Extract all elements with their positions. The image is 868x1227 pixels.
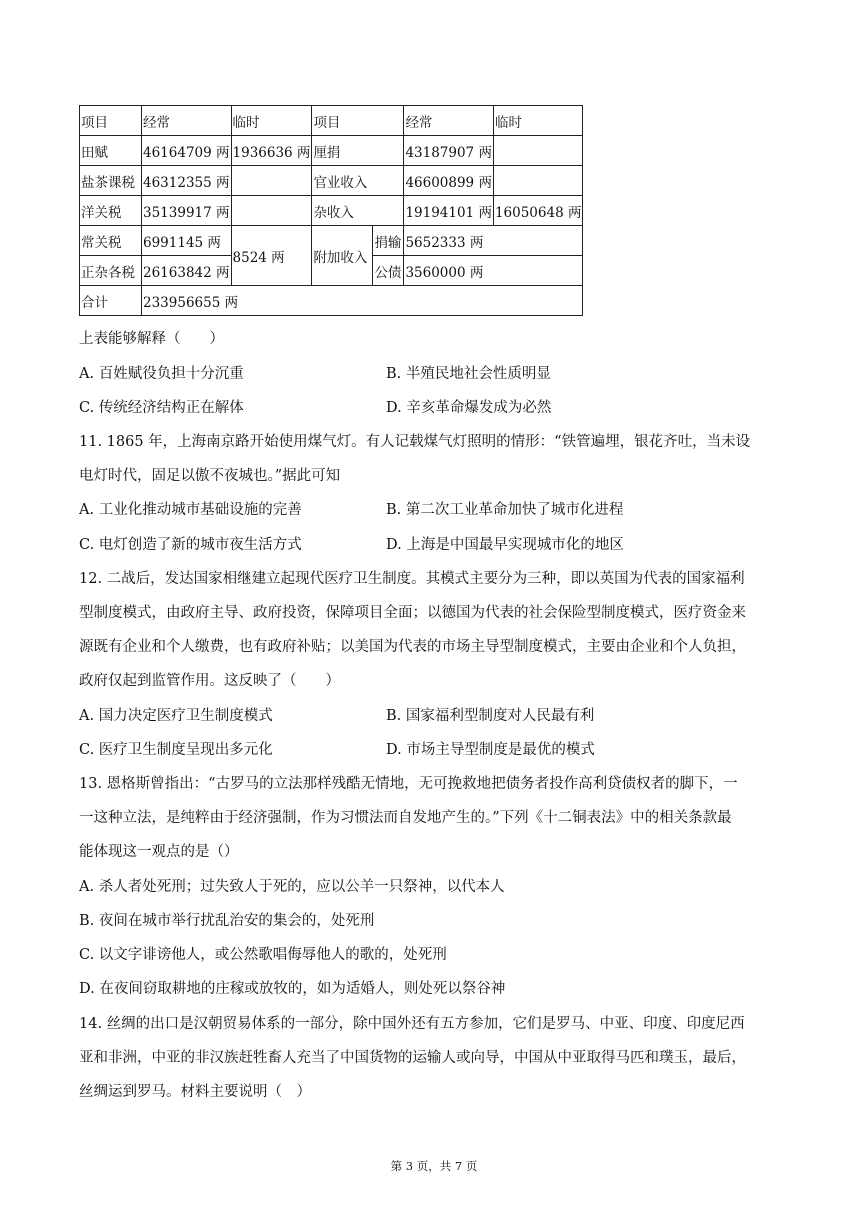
option-a[interactable]: A. 国力决定医疗卫生制度模式: [79, 708, 273, 724]
question-text: 13. 恩格斯曾指出：“古罗马的立法那样残酷无情地，无可挽救地把债务者投作高利贷债权者的脚下，一: [79, 776, 738, 792]
table-cell: 田赋: [80, 136, 142, 166]
question-text: 亚和非洲，中亚的非汉族赶牲畜人充当了中国货物的运输人或向导，中国从中亚取得马匹和璞玉，最后，: [79, 1050, 746, 1066]
table-cell: [231, 166, 312, 196]
option-d[interactable]: D. 在夜间窃取耕地的庄稼或放牧的，如为适婚人，则处死以祭谷神: [79, 981, 506, 997]
table-cell: 临时: [493, 106, 583, 136]
table-cell: 5652333 两: [404, 226, 583, 256]
table-cell: 正杂各税: [80, 256, 142, 286]
question-text: 11. 1865 年，上海南京路开始使用煤气灯。有人记载煤气灯照明的情形：“铁管遍埋，银花齐吐，当未设: [79, 434, 751, 450]
option-a[interactable]: A. 百姓赋役负担十分沉重: [79, 366, 244, 382]
table-cell: 19194101 两: [404, 196, 494, 226]
table-cell: 杂收入: [312, 196, 404, 226]
table-cell: 233956655 两: [142, 286, 583, 316]
table-cell: [493, 136, 583, 166]
question-text: 一这种立法，是纯粹由于经济强制，作为习惯法而自发地产生的。”下列《十二铜表法》中的相关条款最: [79, 810, 732, 826]
table-cell: 8524 两: [231, 226, 312, 286]
question-text: 电灯时代，固足以傲不夜城也。”据此可知: [79, 468, 341, 484]
table-cell: 捐输: [373, 226, 404, 256]
table-cell: 26163842 两: [142, 256, 232, 286]
question-text: 14. 丝绸的出口是汉朝贸易体系的一部分，除中国外还有五方参加，它们是罗马、中亚、印度、印度尼西: [79, 1016, 745, 1032]
table-cell: 盐茶课税: [80, 166, 142, 196]
table-cell: 3560000 两: [404, 256, 583, 286]
option-a[interactable]: A. 杀人者处死刑；过失致人于死的，应以公羊一只祭神，以代本人: [79, 879, 505, 895]
question-text: 源既有企业和个人缴费，也有政府补贴；以美国为代表的市场主导型制度模式，主要由企业和个人负担，: [79, 639, 746, 655]
question-text: 政府仅起到监管作用。这反映了（ ）: [79, 673, 340, 689]
table-cell: 16050648 两: [493, 196, 583, 226]
table-cell: 洋关税: [80, 196, 142, 226]
question-stem: 上表能够解释（ ）: [79, 331, 224, 347]
table-cell: 经常: [142, 106, 232, 136]
table-cell: 官业收入: [312, 166, 404, 196]
table-cell: [231, 196, 312, 226]
question-text: 能体现这一观点的是（）: [79, 844, 239, 860]
table-cell: 经常: [404, 106, 494, 136]
revenue-table: [79, 105, 583, 316]
table-cell: 46164709 两: [142, 136, 232, 166]
table-cell: 临时: [231, 106, 312, 136]
table-cell: 1936636 两: [231, 136, 312, 166]
table-cell: 35139917 两: [142, 196, 232, 226]
option-d[interactable]: D. 辛亥革命爆发成为必然: [386, 400, 552, 416]
table-cell: 公债: [373, 256, 404, 286]
table-row: [80, 166, 583, 196]
table-cell: 常关税: [80, 226, 142, 256]
option-b[interactable]: B. 第二次工业革命加快了城市化进程: [386, 502, 624, 518]
table-cell: 厘捐: [312, 136, 404, 166]
table-cell: 46312355 两: [142, 166, 232, 196]
option-d[interactable]: D. 上海是中国最早实现城市化的地区: [386, 537, 624, 553]
table-cell: 6991145 两: [142, 226, 232, 256]
table-cell: 项目: [80, 106, 142, 136]
table-row: [80, 196, 583, 226]
table-cell: 项目: [312, 106, 404, 136]
option-b[interactable]: B. 国家福利型制度对人民最有利: [386, 708, 595, 724]
question-text: 12. 二战后，发达国家相继建立起现代医疗卫生制度。其模式主要分为三种，即以英国为代表的国家福利: [79, 571, 745, 587]
option-b[interactable]: B. 夜间在城市举行扰乱治安的集会的，处死刑: [79, 913, 375, 929]
table-row: [80, 226, 583, 256]
table-cell: 合计: [80, 286, 142, 316]
option-d[interactable]: D. 市场主导型制度是最优的模式: [386, 742, 595, 758]
table-row: [80, 106, 583, 136]
table-cell: 46600899 两: [404, 166, 494, 196]
table-cell: 附加收入: [312, 226, 373, 286]
table-row: [80, 136, 583, 166]
question-text: 丝绸运到罗马。材料主要说明（ ）: [79, 1084, 311, 1100]
option-c[interactable]: C. 医疗卫生制度呈现出多元化: [79, 742, 273, 758]
table-cell: [493, 166, 583, 196]
option-a[interactable]: A. 工业化推动城市基础设施的完善: [79, 502, 302, 518]
table-row: [80, 286, 583, 316]
page-footer: 第 3 页，共 7 页: [390, 1159, 478, 1173]
option-c[interactable]: C. 以文字诽谤他人，或公然歌唱侮辱他人的歌的，处死刑: [79, 947, 447, 963]
table-cell: 43187907 两: [404, 136, 494, 166]
option-c[interactable]: C. 传统经济结构正在解体: [79, 400, 244, 416]
option-b[interactable]: B. 半殖民地社会性质明显: [386, 366, 551, 382]
option-c[interactable]: C. 电灯创造了新的城市夜生活方式: [79, 537, 302, 553]
question-text: 型制度模式，由政府主导、政府投资，保障项目全面；以德国为代表的社会保险型制度模式，医疗资金来: [79, 605, 746, 621]
